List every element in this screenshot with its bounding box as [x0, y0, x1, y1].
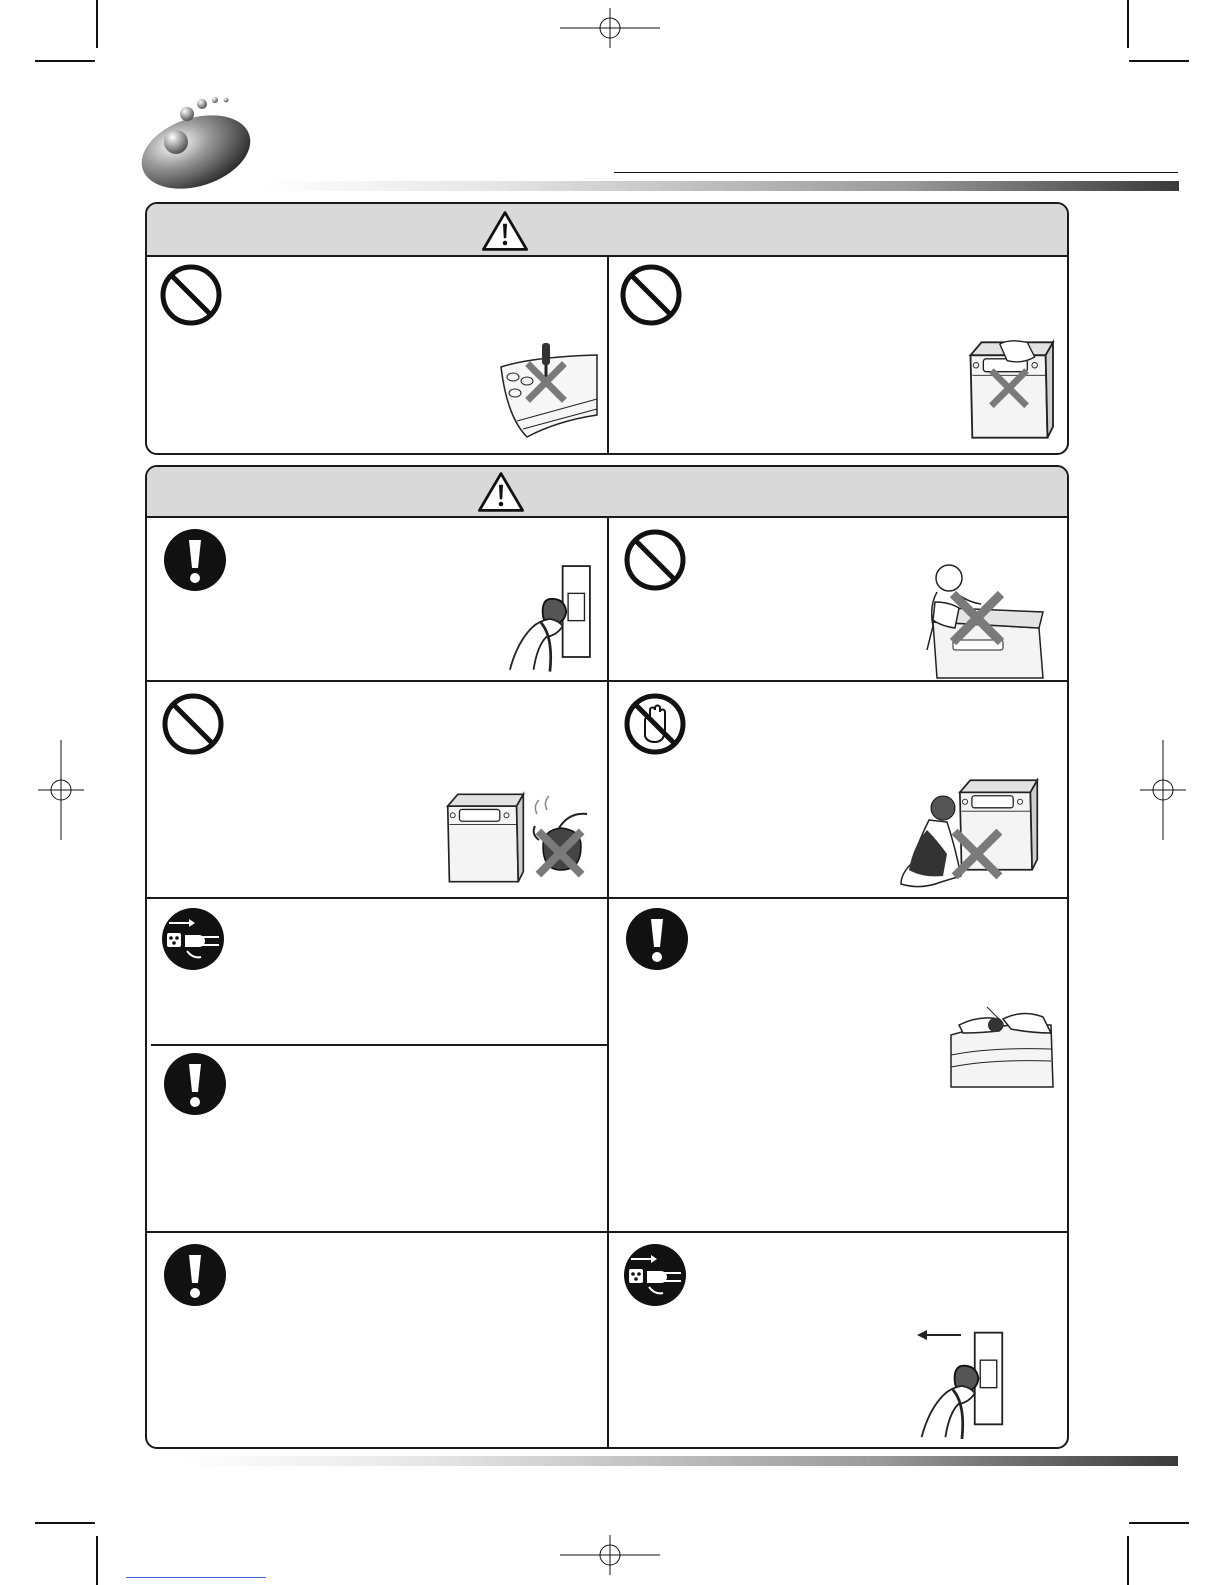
caution-cell-1: [147, 518, 607, 680]
unplug-icon: [161, 907, 225, 971]
caution-section: [145, 465, 1069, 1449]
caution-cell-4: [609, 682, 1067, 897]
registration-mark-right: [1140, 740, 1186, 840]
warning-cell-2: [609, 257, 1067, 453]
footer-link-underline: [126, 1577, 266, 1578]
plug-remove-icon: [909, 1325, 1017, 1441]
hot-water-kettle-prohibited-icon: [439, 784, 599, 892]
caution-cell-3: [147, 682, 607, 897]
child-climbing-prohibited-icon: [919, 562, 1047, 680]
registration-mark-left: [38, 740, 84, 840]
caution-cell-2: [609, 518, 1067, 680]
prohibited-icon: [161, 692, 225, 756]
mandatory-icon: [163, 528, 227, 592]
tap-connection-icon: [947, 1005, 1057, 1091]
registration-mark-top: [560, 8, 660, 48]
mandatory-icon: [163, 1052, 227, 1116]
title-rule: [614, 172, 1178, 173]
warning-triangle-icon: [477, 471, 525, 513]
prohibited-icon: [623, 528, 687, 592]
prohibited-icon: [159, 263, 223, 327]
footer-gradient-bar: [180, 1456, 1178, 1466]
warning-cell-1: [147, 257, 607, 453]
warning-section: [145, 202, 1069, 455]
screwdriver-control-panel-prohibited-icon: [497, 337, 601, 442]
mandatory-icon: [625, 907, 689, 971]
warning-triangle-icon: [481, 210, 529, 252]
caution-cell-7: [609, 899, 1067, 1231]
caution-cell-8: [147, 1233, 607, 1447]
mandatory-icon: [163, 1243, 227, 1307]
caution-section-header: [147, 467, 1067, 518]
caution-cell-9: [609, 1233, 1067, 1447]
unplug-icon: [623, 1243, 687, 1307]
registration-mark-bottom: [560, 1535, 660, 1575]
do-not-touch-icon: [623, 692, 687, 756]
child-under-machine-prohibited-icon: [893, 768, 1043, 892]
header-gradient-bar: [262, 181, 1179, 191]
plug-insert-icon: [499, 558, 599, 676]
caution-cell-5: [147, 899, 607, 1044]
hand-on-lid-prohibited-icon: [959, 335, 1059, 445]
caution-cell-6: [147, 1046, 607, 1231]
bubble-logo-icon: [140, 92, 256, 192]
prohibited-icon: [619, 263, 683, 327]
warning-section-header: [147, 204, 1067, 257]
